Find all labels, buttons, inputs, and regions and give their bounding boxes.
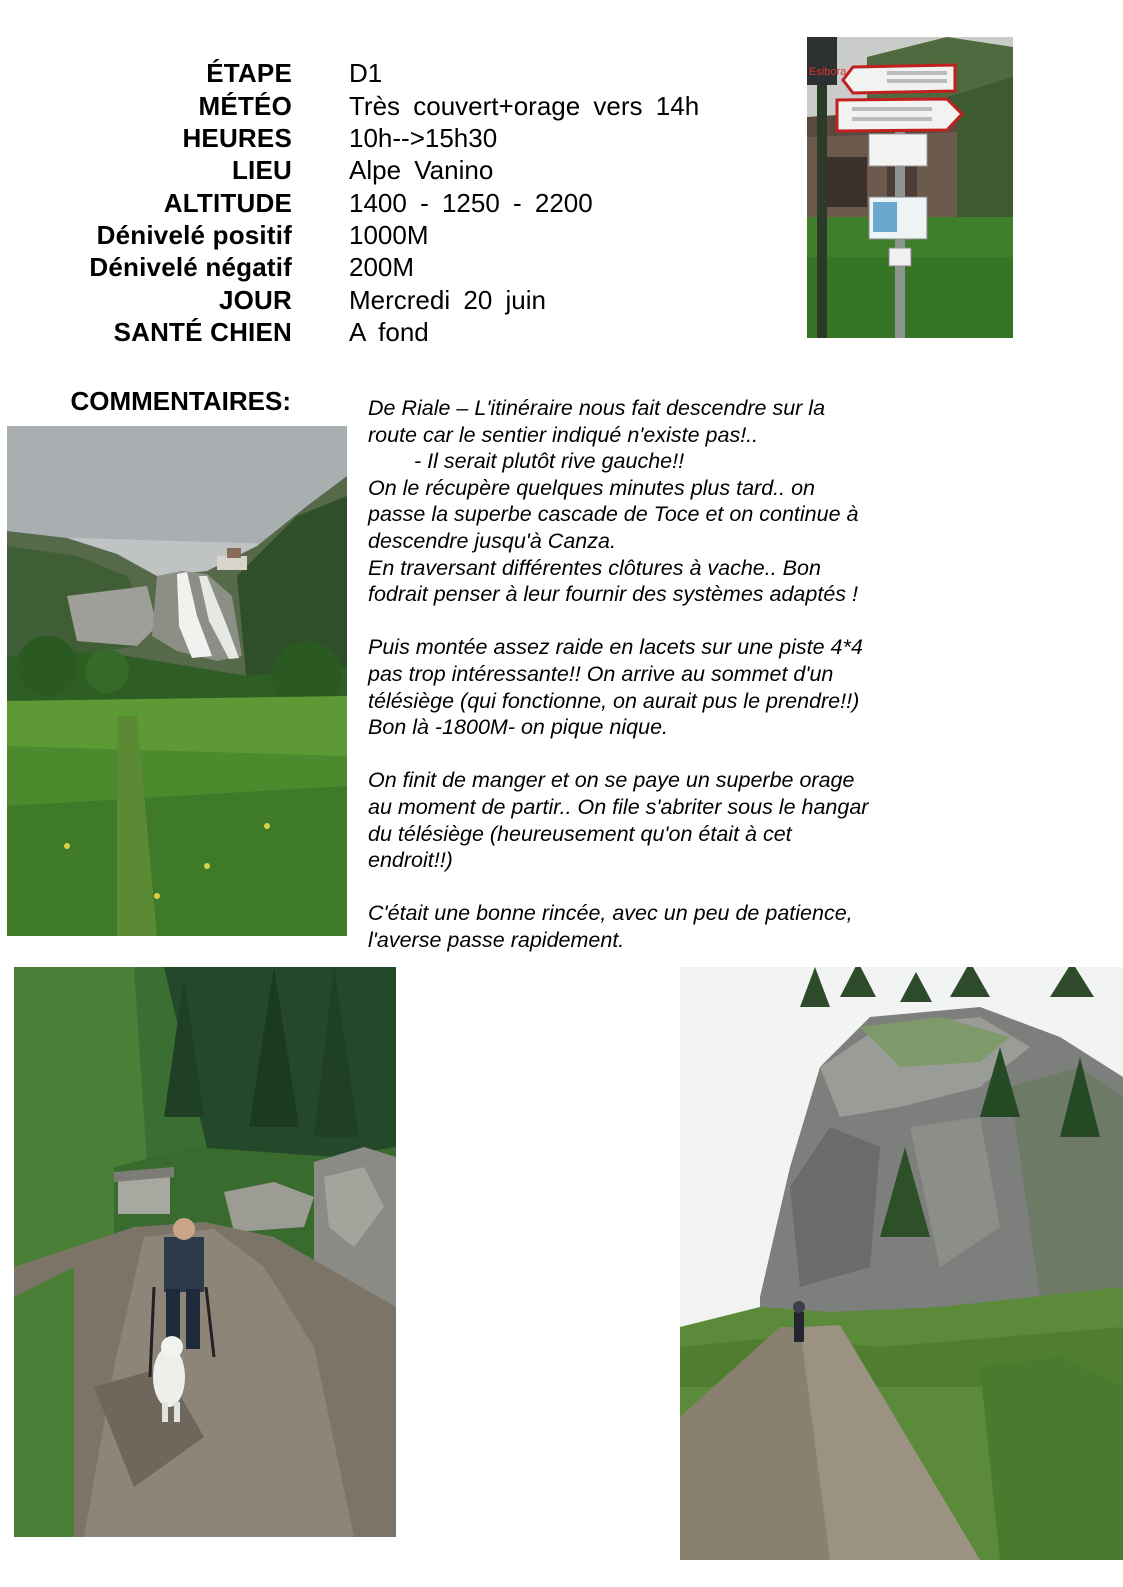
- waterfall-photo: [7, 426, 347, 936]
- rock-trail-photo: [680, 967, 1123, 1560]
- row-jour: [0, 285, 800, 317]
- comment-line: au moment de partir.. On file s'abriter sous le hangar: [368, 794, 869, 819]
- label-sante-chien: SANTÉ CHIEN: [113, 317, 292, 347]
- label-altitude: ALTITUDE: [163, 188, 292, 218]
- row-altitude: [0, 188, 800, 220]
- comment-line: En traversant différentes clôtures à vache.. Bon: [368, 555, 821, 580]
- comment-line: passe la superbe cascade de Toce et on continue à: [368, 502, 859, 527]
- comment-line: endroit!!): [368, 848, 453, 873]
- label-etape: ÉTAPE: [206, 58, 292, 88]
- row-heures: [0, 123, 800, 155]
- comment-line: De Riale – L'itinéraire nous fait descendre sur la: [368, 396, 826, 420]
- row-denivele-positif: [0, 220, 800, 252]
- label-denivele-negatif: Dénivelé négatif: [89, 252, 292, 282]
- comment-line: Puis montée assez raide en lacets sur une piste 4*4: [368, 635, 863, 660]
- trail-dog-photo: [14, 967, 396, 1537]
- comment-line: route car le sentier indiqué n'existe pas!..: [368, 422, 759, 447]
- row-lieu: [0, 155, 800, 187]
- row-sante-chien: [0, 317, 800, 349]
- comment-line: fodrait penser à leur fournir des systèmes adaptés !: [368, 582, 858, 607]
- comment-line: Bon là -1800M- on pique nique.: [368, 715, 669, 740]
- label-heures: HEURES: [182, 123, 292, 153]
- value-jour: Mercredi 20 juin: [349, 285, 546, 315]
- row-meteo: [0, 91, 800, 123]
- label-jour: JOUR: [218, 285, 292, 315]
- value-lieu: Alpe Vanino: [349, 155, 494, 185]
- comment-line: On finit de manger et on se paye un superbe orage: [368, 768, 855, 793]
- row-denivele-negatif: [0, 252, 800, 284]
- label-meteo: MÉTÉO: [198, 91, 292, 121]
- value-sante-chien: A fond: [349, 317, 429, 347]
- comment-line: pas trop intéressante!! On arrive au sommet d'un: [368, 661, 834, 686]
- comments-title: COMMENTAIRES:: [70, 386, 291, 416]
- value-heures: 10h-->15h30: [349, 123, 498, 153]
- value-etape: D1: [349, 58, 383, 88]
- comment-line: du télésiège (heureusement qu'on était à cet: [368, 821, 792, 846]
- comment-line: On le récupère quelques minutes plus tard.. on: [368, 475, 815, 500]
- value-denivele-negatif: 200M: [349, 252, 415, 282]
- signpost-photo: [807, 37, 1013, 338]
- value-altitude: 1400 - 1250 - 2200: [349, 188, 593, 218]
- value-denivele-positif: 1000M: [349, 220, 429, 250]
- signpost-sign-text: Esibora: [809, 66, 847, 78]
- label-denivele-positif: Dénivelé positif: [96, 220, 292, 250]
- comment-line: - Il serait plutôt rive gauche!!: [414, 449, 685, 474]
- comment-line: télésiège (qui fonctionne, on aurait pus le prendre!!): [368, 688, 860, 713]
- row-etape: [0, 58, 800, 90]
- comments-text: [368, 395, 938, 953]
- comment-line: C'était une bonne rincée, avec un peu de patience,: [368, 901, 853, 926]
- comment-line: descendre jusqu'à Canza.: [368, 528, 616, 553]
- value-meteo: Très couvert+orage vers 14h: [349, 91, 700, 121]
- comment-line: l'averse passe rapidement.: [368, 927, 625, 952]
- label-lieu: LIEU: [231, 155, 292, 185]
